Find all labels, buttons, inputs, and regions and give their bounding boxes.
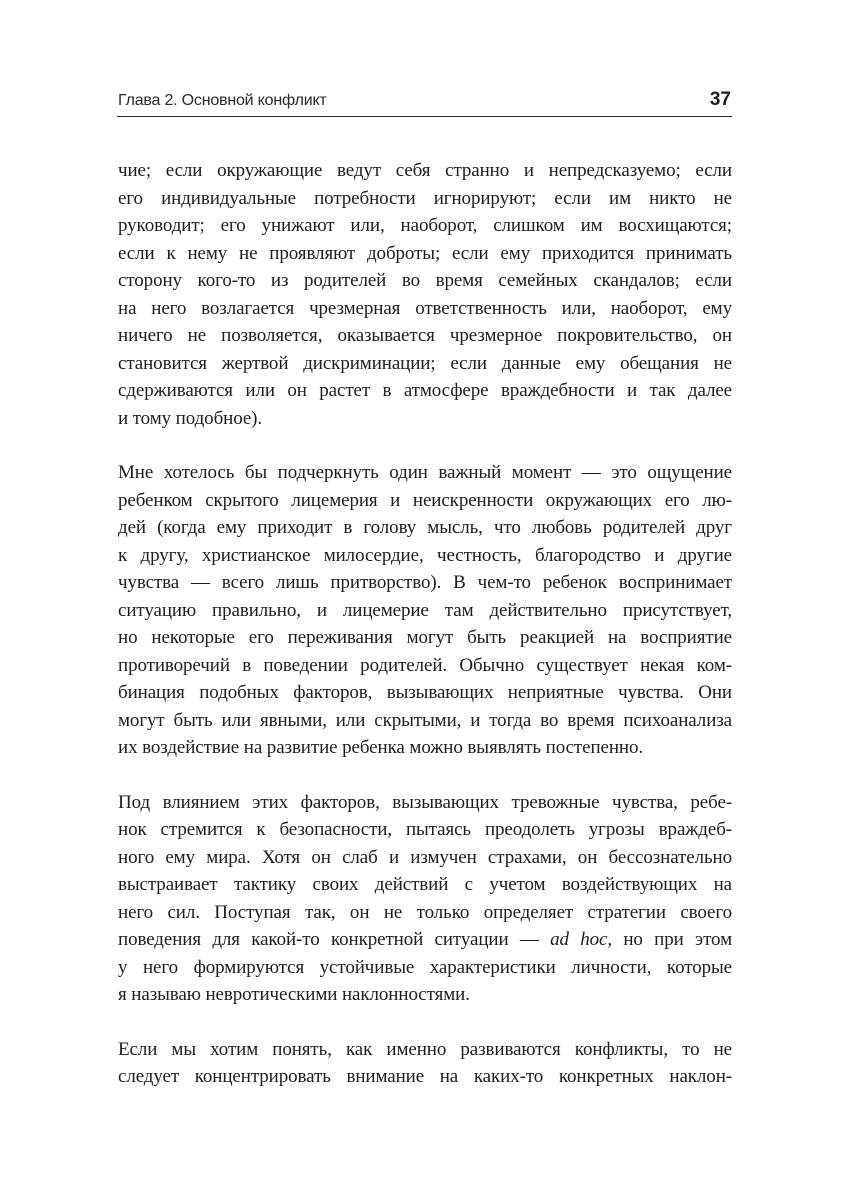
text-line: могут быть или явными, или скрытыми, и тогда во время психоанализа [118,709,732,731]
text-line: чие; если окружающие ведут себя странно и непредсказуемо; если [118,160,732,181]
text-line: Если мы хотим понять, как именно развиваются конфликты, то не [118,1038,732,1060]
text-line: ситуацию правильно, и лицемерие там действительно присутствует, [118,599,732,621]
paragraph-1 [118,157,732,432]
text-line: ребенком скрытого лицемерия и неискренности окружающих его лю- [118,489,732,511]
text-segment: поведения для какой-то конкретной ситуации — [118,929,551,950]
chapter-title: Глава 2. Основной конфликт [118,92,327,109]
text-line: дей (когда ему приходит в голову мысль, что любовь родителей друг [118,517,732,538]
text-line: чувства — всего лишь притворство). В чем-то ребенок воспринимает [118,572,732,593]
text-line: у него формируются устойчивые характеристики личности, которые [118,956,732,978]
text-line: я называю невротическими наклонностями. [118,984,470,1005]
paragraph-4 [118,1036,732,1091]
text-line: него сил. Поступая так, он не только определяет стратегии своего [118,901,732,923]
text-line: если к нему не проявляют доброты; если ему приходится принимать [118,242,732,264]
italic-term: ad hoc [550,929,608,950]
text-line: следует концентрировать внимание на каких-то конкретных наклон- [118,1066,732,1087]
text-line: ного ему мира. Хотя он слаб и измучен страхами, он бессознательно [118,846,732,868]
paragraph-2 [118,459,732,762]
text-line: его индивидуальные потребности игнорируют; если им никто не [118,187,732,209]
text-line: нок стремится к безопасности, пытаясь преодолеть угрозы враждеб- [118,819,732,840]
text-line: на него возлагается чрезмерная ответственность или, наоборот, ему [118,297,732,319]
text-line-with-italic [118,926,732,954]
text-line: противоречий в поведении родителей. Обычно существует некая ком- [118,654,732,676]
text-line: сдерживаются или он растет в атмосфере враждебности и так далее [118,380,732,401]
text-line: к другу, христианское милосердие, честность, благородство и другие [118,544,732,566]
text-line: Мне хотелось бы подчеркнуть один важный момент — это ощущение [118,462,732,483]
paragraph-3 [118,789,732,1009]
text-line: но некоторые его переживания могут быть реакцией на восприятие [118,627,732,648]
text-line: бинация подобных факторов, вызывающих неприятные чувства. Они [118,682,732,703]
text-line: становится жертвой дискриминации; если данные ему обещания не [118,352,732,374]
text-segment: , но при этом [607,929,732,950]
text-line: и тому подобное). [118,407,263,429]
body-text [118,157,732,1118]
page-number: 37 [709,89,731,110]
text-line: руководит; его унижают или, наоборот, слишком им восхищаются; [118,215,732,236]
text-line: выстраивает тактику своих действий с учетом воздействующих на [118,874,732,895]
text-line: сторону кого-то из родителей во время семейных скандалов; если [118,270,732,291]
text-line: Под влиянием этих факторов, вызывающих тревожные чувства, ребе- [118,791,732,813]
text-line: ничего не позволяется, оказывается чрезмерное покровительство, он [118,325,732,346]
running-header [117,86,732,117]
text-line: их воздействие на развитие ребенка можно выявлять постепенно. [118,737,644,758]
